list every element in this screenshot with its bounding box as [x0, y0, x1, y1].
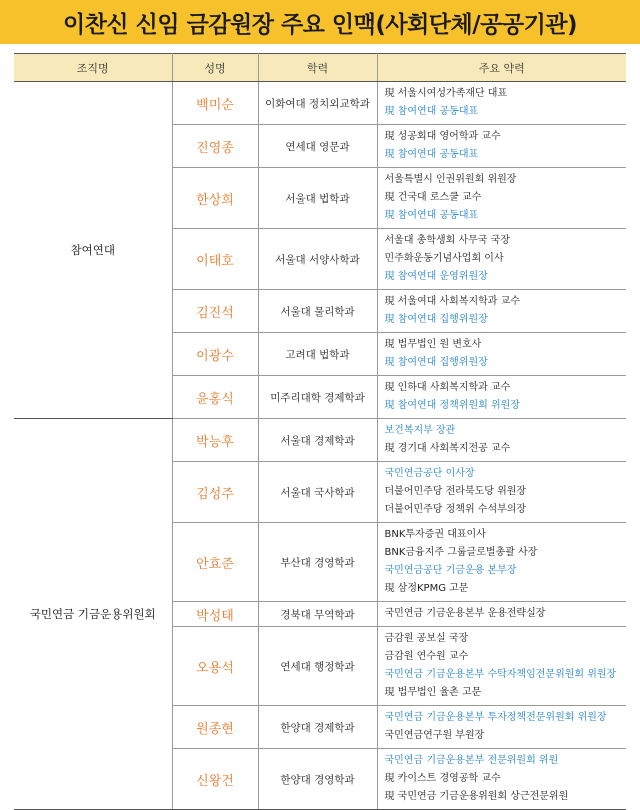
title-banner — [0, 0, 640, 44]
org-cell: 국민연금 기금운용위원회 — [14, 419, 172, 810]
person-career — [377, 749, 626, 810]
table-row — [14, 82, 626, 125]
person-education: 서울대 경제학과 — [258, 419, 377, 462]
career-line: 現 삼정KPMG 고문 — [384, 583, 469, 594]
career-line: BNK투자증권 대표이사 — [384, 529, 486, 540]
career-line: 現 카이스트 경영공학 교수 — [384, 773, 501, 784]
person-education: 이화여대 정치외교학과 — [258, 82, 377, 125]
person-name: 박성태 — [172, 602, 258, 627]
table-header-row — [14, 54, 626, 82]
person-name: 김진석 — [172, 290, 258, 333]
career-line: 서울대 총학생회 사무국 국장 — [384, 235, 510, 246]
person-name: 백미순 — [172, 82, 258, 125]
career-line: 민주화운동기념사업회 이사 — [384, 253, 504, 264]
person-name: 오용석 — [172, 627, 258, 706]
header-name: 성명 — [172, 54, 258, 82]
person-career — [377, 290, 626, 333]
person-name: 이광수 — [172, 333, 258, 376]
person-career — [377, 602, 626, 627]
career-line: 금감원 공보실 국장 — [384, 633, 469, 644]
person-name: 윤홍식 — [172, 376, 258, 419]
person-career — [377, 82, 626, 125]
person-education: 부산대 경영학과 — [258, 523, 377, 602]
person-career — [377, 523, 626, 602]
person-education: 한양대 경제학과 — [258, 706, 377, 749]
person-education: 서울대 법학과 — [258, 168, 377, 229]
person-education: 연세대 행정학과 — [258, 627, 377, 706]
career-line: 국민연금공단 기금운용 본부장 — [384, 565, 517, 576]
person-career — [377, 229, 626, 290]
career-line: 금감원 연수원 교수 — [384, 651, 469, 662]
person-education: 서울대 서양사학과 — [258, 229, 377, 290]
career-line: 국민연금 기금운용본부 수탁자책임전문위원회 위원장 — [384, 669, 617, 680]
career-line: 現 참여연대 집행위원장 — [384, 357, 488, 368]
person-name: 신왕건 — [172, 749, 258, 810]
person-career — [377, 376, 626, 419]
career-line: 現 경기대 사회복지전공 교수 — [384, 443, 511, 454]
person-name: 진영종 — [172, 125, 258, 168]
career-line: 現 법무법인 원 변호사 — [384, 339, 482, 350]
network-table — [14, 53, 626, 810]
person-education: 고려대 법학과 — [258, 333, 377, 376]
person-education: 경북대 무역학과 — [258, 602, 377, 627]
header-org: 조직명 — [14, 54, 172, 82]
career-line: 現 참여연대 집행위원장 — [384, 314, 488, 325]
career-line: 서울특별시 인권위원회 위원장 — [384, 174, 517, 185]
career-line: 국민연금연구원 부원장 — [384, 730, 485, 741]
org-cell: 참여연대 — [14, 82, 172, 419]
person-education: 서울대 물리학과 — [258, 290, 377, 333]
career-line: 現 참여연대 공동대표 — [384, 149, 479, 160]
person-career — [377, 627, 626, 706]
person-education: 서울대 국사학과 — [258, 462, 377, 523]
career-line: 국민연금 기금운용본부 전문위원회 위원 — [384, 755, 559, 766]
person-name: 이태호 — [172, 229, 258, 290]
table-row — [14, 419, 626, 462]
person-career — [377, 168, 626, 229]
career-line: 現 서울시여성가족재단 대표 — [384, 88, 508, 99]
career-line: 보건복지부 장관 — [384, 425, 456, 436]
career-line: 現 참여연대 정책위원회 위원장 — [384, 400, 520, 411]
career-line: 現 참여연대 공동대표 — [384, 106, 479, 117]
person-name: 한상희 — [172, 168, 258, 229]
career-line: 現 참여연대 운영위원장 — [384, 271, 488, 282]
person-education: 미주리대학 경제학과 — [258, 376, 377, 419]
career-line: BNK금융지주 그룹글로벌총괄 사장 — [384, 547, 538, 558]
person-education: 한양대 경영학과 — [258, 749, 377, 810]
person-name: 안효준 — [172, 523, 258, 602]
career-line: 現 성공회대 영어학과 교수 — [384, 131, 501, 142]
career-line: 더불어민주당 전라북도당 위원장 — [384, 486, 527, 497]
person-career — [377, 419, 626, 462]
header-career: 주요 약력 — [377, 54, 626, 82]
person-name: 박능후 — [172, 419, 258, 462]
table-body — [14, 82, 626, 810]
person-education: 연세대 영문과 — [258, 125, 377, 168]
person-career — [377, 706, 626, 749]
career-line: 現 건국대 로스쿨 교수 — [384, 192, 482, 203]
person-name: 원종현 — [172, 706, 258, 749]
person-career — [377, 462, 626, 523]
page-title: 이찬신 신임 금감원장 주요 인맥(사회단체/공공기관) — [62, 11, 578, 38]
career-line: 現 법무법인 율촌 고문 — [384, 687, 482, 698]
header-education: 학력 — [258, 54, 377, 82]
career-line: 국민연금 기금운용본부 투자정책전문위원회 위원장 — [384, 712, 607, 723]
career-line: 국민연금 기금운용본부 운용전략실장 — [384, 608, 546, 619]
career-line: 現 참여연대 공동대표 — [384, 210, 479, 221]
career-line: 現 서울여대 사회복지학과 교수 — [384, 296, 520, 307]
career-line: 現 인하대 사회복지학과 교수 — [384, 382, 511, 393]
career-line: 국민연금공단 이사장 — [384, 468, 475, 479]
career-line: 더불어민주당 정책위 수석부의장 — [384, 504, 527, 515]
person-career — [377, 125, 626, 168]
person-career — [377, 333, 626, 376]
career-line: 現 국민연금 기금운용위원회 상근전문위원 — [384, 791, 569, 802]
person-name: 김성주 — [172, 462, 258, 523]
network-table-container — [14, 53, 626, 810]
